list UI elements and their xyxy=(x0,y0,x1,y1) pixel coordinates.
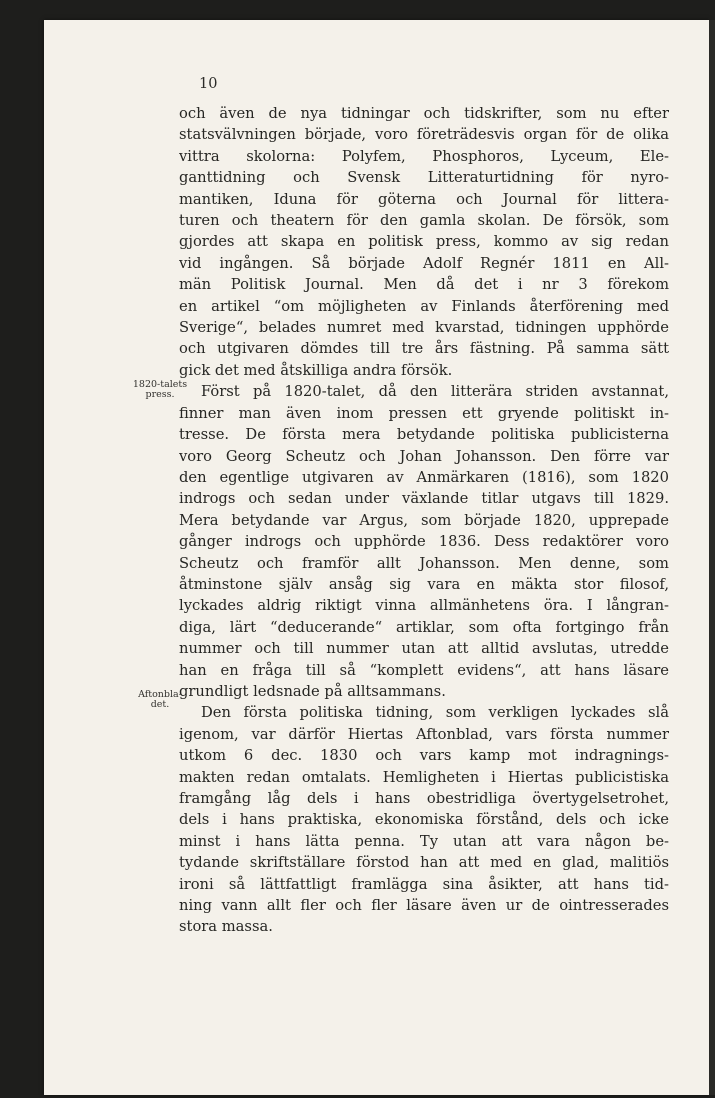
text-line: åtminstone själv ansåg sig vara en mäktа stor filosof, xyxy=(179,575,669,593)
text-line: Först på 1820-talet, då den litterära striden avstannat, xyxy=(201,383,669,401)
text-line: dels i hans praktiska, ekonomiska förstånd, dels och icke xyxy=(179,811,669,829)
text-line: mantiken, Iduna för göterna och Journal för littera- xyxy=(179,190,669,208)
text-line: makten redan omtalats. Hemligheten i Hiertas publicistiska xyxy=(179,768,669,786)
text-line: Scheutz och framför allt Johansson. Men denne, som xyxy=(179,554,669,572)
text-line: utkom 6 dec. 1830 och vars kamp mot indragnings- xyxy=(179,747,669,765)
text-line: voro Georg Scheutz och Johan Johansson. Den förre var xyxy=(179,447,669,465)
text-line: gick det med åtskilliga andra försök. xyxy=(179,361,453,379)
text-line: stora massa. xyxy=(179,918,273,936)
text-line: diga, lärt “deducerande“ artiklar, som ofta fortgingo från xyxy=(179,618,669,636)
text-line: Den första politiska tidning, som verkligen lyckades slå xyxy=(201,704,669,722)
page-number: 10 xyxy=(199,76,218,92)
text-line: vittra skolorna: Polyfem, Phosphoros, Lyceum, Ele- xyxy=(179,147,669,165)
text-line: statsvälvningen började, voro företrädesvis organ för de olika xyxy=(179,126,669,144)
paragraph-1 xyxy=(179,103,669,381)
text-line: Mera betydande var Argus, som började 1820, upprepade xyxy=(179,511,669,529)
text-line: turen och theatern för den gamla skolan. De försök, som xyxy=(179,212,669,230)
text-line: den egentlige utgivaren av Anmärkaren (1816), som 1820 xyxy=(179,468,669,486)
text-line: finner man även inom pressen ett gryende politiskt in- xyxy=(179,404,669,422)
paragraph-2 xyxy=(179,381,669,702)
text-line: lyckades aldrig riktigt vinna allmänhetens öra. I långran- xyxy=(179,597,669,615)
margin-note-1820-talets-press: 1820-talets press. xyxy=(132,379,188,400)
text-line: en artikel “om möjligheten av Finlands återförening med xyxy=(179,297,669,315)
text-line: han en fråga till så “komplett evidens“, att hans läsare xyxy=(179,661,669,679)
margin-note-aftonbladet: Aftonbla- det. xyxy=(138,689,182,710)
text-line: gjordes att skapa en politisk press, kommo av sig redan xyxy=(179,233,669,251)
text-line: nummer och till nummer utan att alltid avslutas, utredde xyxy=(179,640,669,658)
text-line: ning vann allt fler och fler läsare även ur de ointresserades xyxy=(179,897,669,915)
text-line: män Politisk Journal. Men då det i nr 3 förekom xyxy=(179,276,669,294)
text-line: tresse. De första mera betydande politiska publicisterna xyxy=(179,426,669,444)
text-line: indrogs och sedan under växlande titlar utgavs till 1829. xyxy=(179,490,669,508)
text-line: Sverige“, belades numret med kvarstad, tidningen upphörde xyxy=(179,319,669,337)
text-line: igenom, var därför Hiertas Aftonblad, vars första nummer xyxy=(179,725,669,743)
text-line: framgång låg dels i hans obestridliga övertygelsetrohet, xyxy=(179,790,669,807)
body-text xyxy=(179,103,669,938)
paragraph-3 xyxy=(179,702,669,937)
text-line: och utgivaren dömdes till tre års fästning. På samma sätt xyxy=(179,340,669,358)
text-line: tydande skriftställare förstod han att med en glad, malitiös xyxy=(179,854,669,872)
text-line: grundligt ledsnade på alltsammans. xyxy=(179,682,446,700)
text-line: gånger indrogs och upphörde 1836. Dess redaktörer voro xyxy=(179,533,669,551)
text-line: ironi så lättfattligt framlägga sina åsikter, att hans tid- xyxy=(179,875,669,893)
text-line: minst i hans lätta penna. Ty utan att vara någon be- xyxy=(179,832,669,850)
text-line: vid ingången. Så började Adolf Regnér 1811 en All- xyxy=(179,254,669,272)
page-edge xyxy=(709,20,715,1095)
text-line: ganttidning och Svensk Litteraturtidning för nyro- xyxy=(179,169,669,187)
text-line: och även de nya tidningar och tidskrifter, som nu efter xyxy=(179,105,669,122)
